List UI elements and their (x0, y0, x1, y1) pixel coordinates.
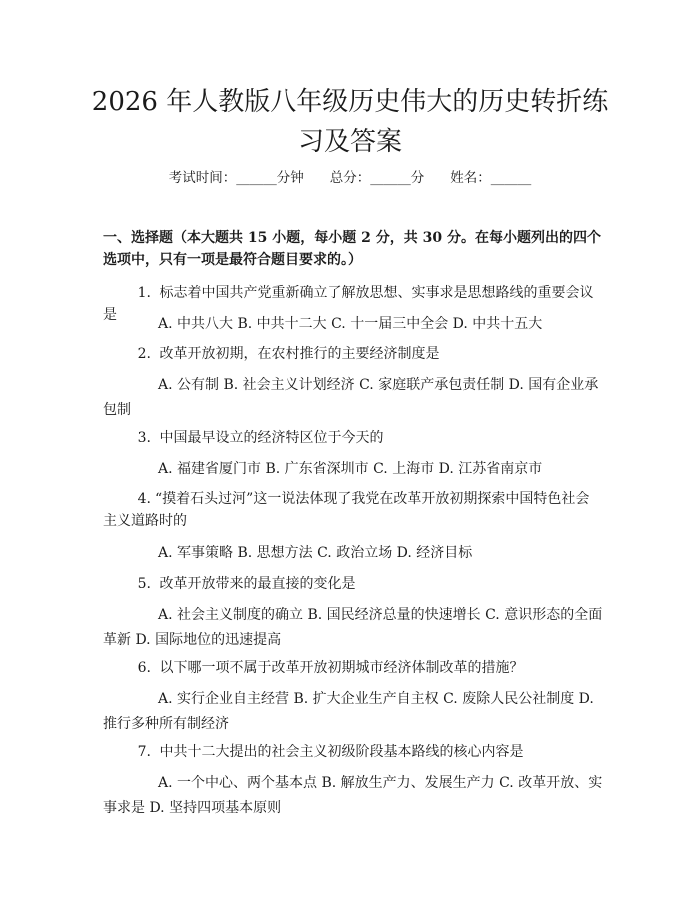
exam-time-label: 考试时间：______分钟 (168, 170, 304, 186)
question-number: 4. (137, 491, 151, 507)
question-4-options: A. 军事策略 B. 思想方法 C. 政治立场 D. 经济目标 (158, 545, 473, 561)
question-number: 6. (137, 660, 151, 676)
question-stem: 改革开放初期，在农村推行的主要经济制度是 (159, 346, 440, 362)
question-7-options: A. 一个中心、两个基本点 B. 解放生产力、发展生产力 C. 改革开放、实事求是 D. 坚持四项基本原则 (103, 775, 603, 816)
section-heading: 一、选择题（本大题共 15 小题，每小题 2 分，共 30 分。在每小题列出的四个选项中，只有一项是最符合题目要求的。） (103, 230, 601, 268)
question-number: 1. (137, 285, 151, 301)
question-4 (103, 488, 603, 532)
question-number: 2. (137, 346, 151, 362)
question-5-options: A. 社会主义制度的确立 B. 国民经济总量的快速增长 C. 意识形态的全面革新 D. 国际地位的迅速提高 (103, 607, 603, 648)
question-stem: 以下哪一项不属于改革开放初期城市经济体制改革的措施？ (159, 660, 524, 676)
question-stem: 中国最早设立的经济特区位于今天的 (159, 430, 384, 446)
question-number: 7. (137, 744, 151, 760)
question-stem: 标志着中国共产党重新确立了解放思想、实事求是思想路线的重要会议是 (103, 285, 594, 323)
question-stem: 改革开放带来的最直接的变化是 (159, 576, 356, 592)
question-number: 3. (137, 430, 151, 446)
question-6 (103, 657, 603, 679)
title-line-1: 2026 年人教版八年级历史伟大的历史转折练 (91, 87, 609, 117)
question-2 (103, 343, 603, 365)
question-stem: “摸着石头过河”这一说法体现了我党在改革开放初期探索中国特色社会主义道路时的 (103, 491, 590, 529)
student-name-label: 姓名：______ (450, 170, 532, 186)
question-number: 5. (137, 576, 151, 592)
title-line-2: 习及答案 (297, 127, 402, 157)
question-1-options: A. 中共八大 B. 中共十二大 C. 十一届三中全会 D. 中共十五大 (158, 316, 543, 332)
question-3-options: A. 福建省厦门市 B. 广东省深圳市 C. 上海市 D. 江苏省南京市 (158, 461, 543, 477)
question-5 (103, 573, 603, 595)
question-7 (103, 741, 603, 763)
question-2-options: A. 公有制 B. 社会主义计划经济 C. 家庭联产承包责任制 D. 国有企业承包制 (103, 377, 599, 418)
question-3 (103, 427, 603, 449)
question-6-options: A. 实行企业自主经营 B. 扩大企业生产自主权 C. 废除人民公社制度 D. 推行多种所有制经济 (103, 691, 594, 732)
page-title (60, 82, 640, 162)
exam-meta (0, 168, 700, 188)
total-score-label: 总分：______分 (329, 170, 425, 186)
question-stem: 中共十二大提出的社会主义初级阶段基本路线的核心内容是 (159, 744, 524, 760)
